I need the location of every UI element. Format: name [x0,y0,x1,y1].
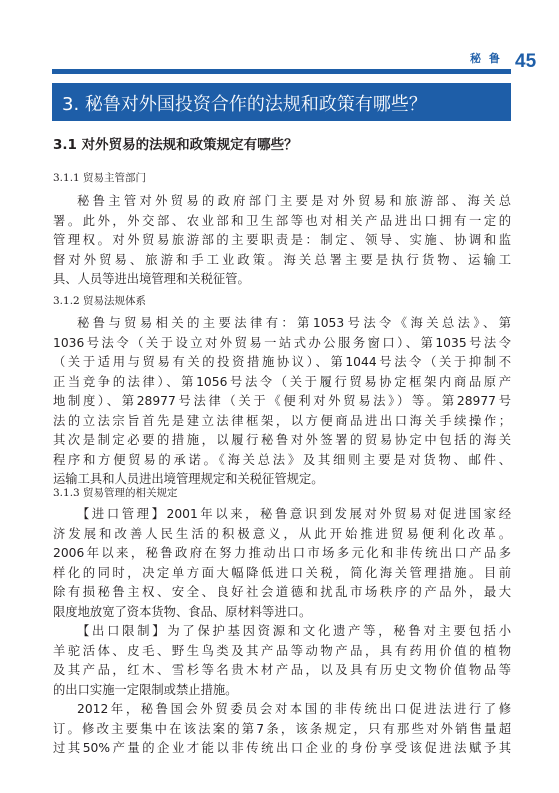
text-line: 秘鲁与贸易相关的主要法律有：第1053号法令《海关总法》、第 [77,316,511,330]
text-line: 督对外贸易、旅游和手工业政策。海关总署主要是执行货物、运输工 [53,252,511,267]
chapter-title: 3. 秘鲁对外国投资合作的法规和政策有哪些？ [62,94,427,115]
text-line: 2006年以来，秘鲁政府在努力推动出口市场多元化和非传统出口产品多 [53,546,511,560]
text-line: 管理权。对外贸易旅游部的主要职责是：制定、领导、实施、协调和监 [53,233,511,247]
text-line: 除有损秘鲁主权、安全、良好社会道德和扰乱市场秩序的产品外，最大 [53,585,511,599]
page-number: 45 [515,51,537,72]
text-line: 2012年，秘鲁国会外贸委员会对本国的非传统出口促进法进行了修 [77,702,511,716]
running-header-country: 秘 鲁 [470,52,502,65]
text-line: （关于适用与贸易有关的投资措施协议）、第1044号法令（关于抑制不 [53,355,511,369]
text-line: 及其产品，红木、雪杉等名贵木材产品，以及具有历史文物价值物品等 [53,663,511,677]
section-title: 3.1 对外贸易的法规和政策规定有哪些？ [53,137,298,153]
text-line: 其次是制定必要的措施，以履行秘鲁对外签署的贸易协定中包括的海关 [53,433,511,447]
text-line: 正当竞争的法律）、第1056号法令（关于履行贸易协定框架内商品原产 [53,374,511,389]
paragraph-trade-laws [53,314,511,490]
text-line: 订。修改主要集中在该法案的第7条，该条规定，只有那些对外销售量超 [53,721,511,736]
text-line: 样化的同时，决定单方面大幅降低进口关税，简化海关管理措施。目前 [53,565,511,580]
text-line: 地制度）、第28977号法律（关于《便利对外贸易法》）等。第28977号 [53,394,511,408]
text-line: 【出口限制】为了保护基因资源和文化遗产等，秘鲁对主要包括小 [77,624,511,638]
text-line: 的出口实施一定限制或禁止措施。 [53,682,238,697]
subsection-title-3-1-2: 3.1.2 贸易法规体系 [53,295,147,307]
text-line: 秘鲁主管对外贸易的政府部门主要是对外贸易和旅游部、海关总 [77,194,511,208]
text-line: 法的立法宗旨首先是建立法律框架，以方便商品进出口海关手续操作； [53,413,511,428]
text-line: 过其50%产量的企业才能以非传统出口企业的身份享受该促进法赋予其 [53,741,511,755]
text-line: 济发展和改善人民生活的积极意义，从此开始推进贸易便利化改革。 [53,526,511,541]
paragraph-trade-management [53,505,511,759]
paragraph-trade-authorities [53,192,511,290]
subsection-title-3-1-1: 3.1.1 贸易主管部门 [53,172,147,184]
text-line: 限度地放宽了资本货物、食品、原材料等进口。 [53,604,312,619]
text-line: 运输工具和人员进出境管理规定和关税征管规定。 [53,472,324,486]
text-line: 程序和方便贸易的承诺。《海关总法》及其细则主要是对货物、邮件、 [53,452,511,467]
text-line: 1036号法令（关于设立对外贸易一站式办公服务窗口）、第1035号法令 [53,335,511,350]
header-rule [52,69,511,74]
subsection-title-3-1-3: 3.1.3 贸易管理的相关规定 [53,487,178,499]
text-line: 羊驼活体、皮毛、野生鸟类及其产品等动物产品，具有药用价值的植物 [53,643,511,658]
text-line: 具、人员等进出境管理和关税征管。 [53,272,250,286]
text-line: 【进口管理】2001年以来，秘鲁意识到发展对外贸易对促进国家经 [77,507,511,521]
page-header [0,0,559,76]
text-line: 署。此外，外交部、农业部和卫生部等也对相关产品进出口拥有一定的 [53,213,511,228]
